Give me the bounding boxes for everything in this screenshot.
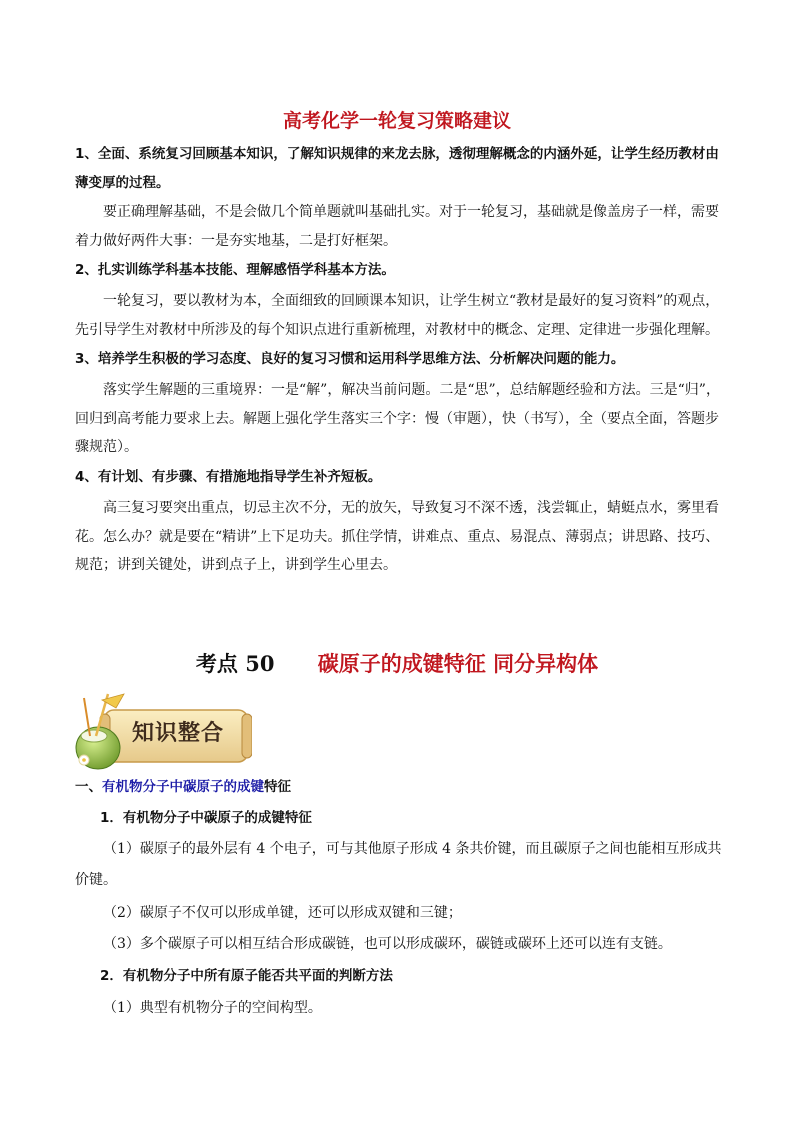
subsection-1-item-3: （3）多个碳原子可以相互结合形成碳链，也可以形成碳环，碳链或碳环上还可以连有支链。 xyxy=(103,936,672,952)
point-1-body: 要正确理解基础，不是会做几个简单题就叫基础扎实。对于一轮复习，基础就是像盖房子一样，需要着力做好两件大事：一是夯实地基，二是打好框架。 xyxy=(75,204,719,249)
point-2-heading: 2、扎实训练学科基本技能、理解感悟学科基本方法。 xyxy=(75,262,395,278)
point-3-body: 落实学生解题的三重境界：一是“解”，解决当前问题。二是“思”，总结解题经验和方法。三是“归”，回归到高考能力要求上去。解题上强化学生落实三个字：慢（审题），快（书写），全（要点全面，答题步骤规范）。 xyxy=(75,382,720,455)
section-1-suffix: 特征 xyxy=(264,779,291,795)
point-1-heading: 1、全面、系统复习回顾基本知识，了解知识规律的来龙去脉，透彻理解概念的内涵外延，让学生经历教材由薄变厚的过程。 xyxy=(75,146,719,191)
section-1-prefix: 一、 xyxy=(75,779,102,795)
knowledge-badge-label: 知识整合 xyxy=(131,721,224,746)
subsection-1-title: 1．有机物分子中碳原子的成键特征 xyxy=(100,810,312,826)
subsection-1-item-2: （2）碳原子不仅可以形成单键，还可以形成双键和三键； xyxy=(103,905,462,921)
point-4-heading: 4、有计划、有步骤、有措施地指导学生补齐短板。 xyxy=(75,469,382,485)
subsection-2-item-1: （1）典型有机物分子的空间构型。 xyxy=(103,1000,322,1016)
subsection-2-title: 2．有机物分子中所有原子能否共平面的判断方法 xyxy=(100,968,393,984)
topic-number: 考点 50 xyxy=(195,651,275,676)
strategy-title: 高考化学一轮复习策略建议 xyxy=(282,110,511,132)
section-1-blue-text: 有机物分子中碳原子的成键 xyxy=(102,779,264,795)
section-1-heading xyxy=(75,775,291,799)
point-4-body: 高三复习要突出重点，切忌主次不分，无的放矢，导致复习不深不透，浅尝辄止，蜻蜓点水，雾里看花。怎么办？就是要在“精讲”上下足功夫。抓住学情，讲难点、重点、易混点、薄弱点；讲思路、技巧、规范；讲到关键处，讲到点子上，讲到学生心里去。 xyxy=(75,500,720,573)
subsection-1-item-1: （1）碳原子的最外层有 4 个电子，可与其他原子形成 4 条共价键，而且碳原子之间也能相互形成共价键。 xyxy=(75,841,722,888)
topic-name: 碳原子的成键特征 同分异构体 xyxy=(317,652,599,676)
topic-title xyxy=(0,648,794,678)
point-3-heading: 3、培养学生积极的学习态度、良好的复习习惯和运用科学思维方法、分析解决问题的能力。 xyxy=(75,351,625,367)
point-2-body: 一轮复习，要以教材为本，全面细致的回顾课本知识，让学生树立“教材是最好的复习资料”的观点，先引导学生对教材中所涉及的每个知识点进行重新梳理，对教材中的概念、定理、定律进一步强化理解。 xyxy=(75,293,720,338)
